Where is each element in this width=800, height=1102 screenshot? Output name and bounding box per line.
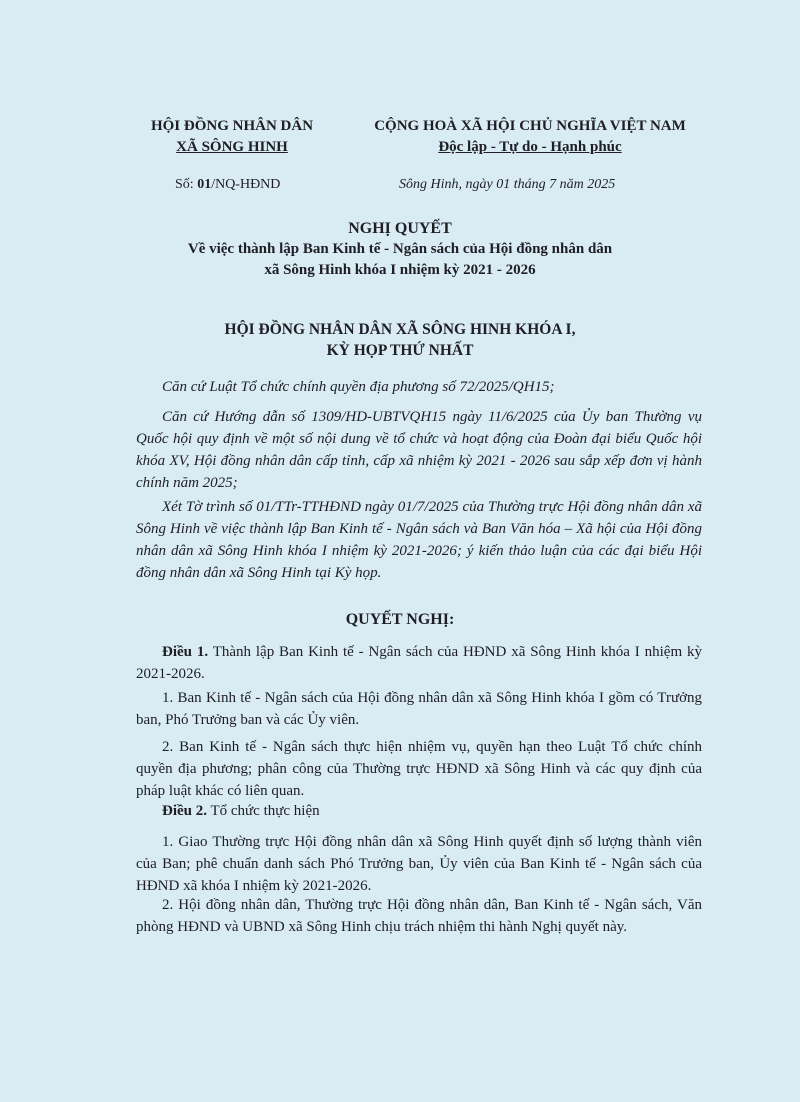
- number-prefix: Số:: [175, 177, 198, 192]
- issuing-body-commune: XÃ SÔNG HINH: [176, 139, 288, 155]
- preamble-3: Xét Tờ trình số 01/TTr-TTHĐND ngày 01/7/2025 của Thường trực Hội đồng nhân dân xã Sông Hinh về việc thành lập Ban Kinh tế - Ngân sách và Ban Văn hóa – Xã hội của Hội đồng nhân dân xã Sông Hinh khóa I nhiệm kỳ 2021-2026; ý kiến thảo luận của các đại biểu Hội đồng nhân dân xã Sông Hinh tại Kỳ họp.: [136, 499, 702, 581]
- issuing-body-line2: [120, 137, 344, 158]
- article-1-label: Điều 1.: [162, 644, 209, 660]
- subject-line1: Về việc thành lập Ban Kinh tế - Ngân sách của Hội đồng nhân dân: [187, 241, 613, 257]
- article-2-text: Tổ chức thực hiện: [207, 803, 320, 819]
- article-2-clause-1: 1. Giao Thường trực Hội đồng nhân dân xã Sông Hinh quyết định số lượng thành viên của Ban; phê chuẩn danh sách Phó Trưởng ban, Ủy viên của Ban Kinh tế - Ngân sách của HĐND xã khóa I nhiệm kỳ 2021-2026.: [136, 834, 702, 894]
- preamble-1: Căn cứ Luật Tổ chức chính quyền địa phương số 72/2025/QH15;: [162, 379, 555, 395]
- number-suffix: /NQ-HĐND: [211, 177, 281, 192]
- document-type: NGHỊ QUYẾT: [348, 220, 452, 237]
- issuer-line2: KỲ HỌP THỨ NHẤT: [326, 342, 474, 359]
- motto-line: [345, 137, 715, 158]
- document-title: [80, 218, 720, 281]
- article-2-clause-2: 2. Hội đồng nhân dân, Thường trực Hội đồng nhân dân, Ban Kinh tế - Ngân sách, Văn phòng HĐND và UBND xã Sông Hinh chịu trách nhiệm thi hành Nghị quyết này.: [136, 897, 702, 935]
- place-date: Sông Hinh, ngày 01 tháng 7 năm 2025: [399, 177, 616, 192]
- article-1-clause-2: 2. Ban Kinh tế - Ngân sách thực hiện nhiệm vụ, quyền hạn theo Luật Tổ chức chính quyền địa phương; phân công của Thường trực HĐND xã Sông Hinh và các quy định của pháp luật khác có liên quan.: [136, 739, 702, 799]
- issuing-body-line1: HỘI ĐỒNG NHÂN DÂN: [150, 118, 314, 134]
- issuing-body: [120, 116, 344, 158]
- article-1-text: Thành lập Ban Kinh tế - Ngân sách của HĐND xã Sông Hinh khóa I nhiệm kỳ 2021-2026.: [136, 644, 702, 682]
- issuer-line1: HỘI ĐỒNG NHÂN DÂN XÃ SÔNG HINH KHÓA I,: [224, 321, 576, 338]
- motto-text: Độc lập - Tự do - Hạnh phúc: [438, 139, 622, 155]
- subject-line2: xã Sông Hinh khóa I nhiệm kỳ 2021 - 2026: [264, 262, 536, 278]
- number-value: 01: [197, 177, 212, 192]
- article-2-label: Điều 2.: [162, 803, 207, 819]
- document-number: [175, 177, 280, 193]
- article-2: [136, 800, 702, 822]
- issuer-block: [80, 319, 720, 361]
- article-1: [136, 641, 702, 685]
- national-name: CỘNG HOÀ XÃ HỘI CHỦ NGHĨA VIỆT NAM: [374, 118, 686, 134]
- preamble-2: Căn cứ Hướng dẫn số 1309/HD-UBTVQH15 ngày 11/6/2025 của Ủy ban Thường vụ Quốc hội quy định về một số nội dung về tổ chức và hoạt động của Đoàn đại biểu Quốc hội khóa XV, Hội đồng nhân dân cấp tỉnh, cấp xã nhiệm kỳ 2021 - 2026 sau sắp xếp đơn vị hành chính năm 2025;: [136, 409, 702, 491]
- decision-heading: QUYẾT NGHỊ:: [345, 611, 455, 628]
- article-1-clause-1: 1. Ban Kinh tế - Ngân sách của Hội đồng nhân dân xã Sông Hinh khóa I gồm có Trưởng ban, Phó Trưởng ban và các Ủy viên.: [136, 690, 702, 728]
- national-motto: [345, 116, 715, 158]
